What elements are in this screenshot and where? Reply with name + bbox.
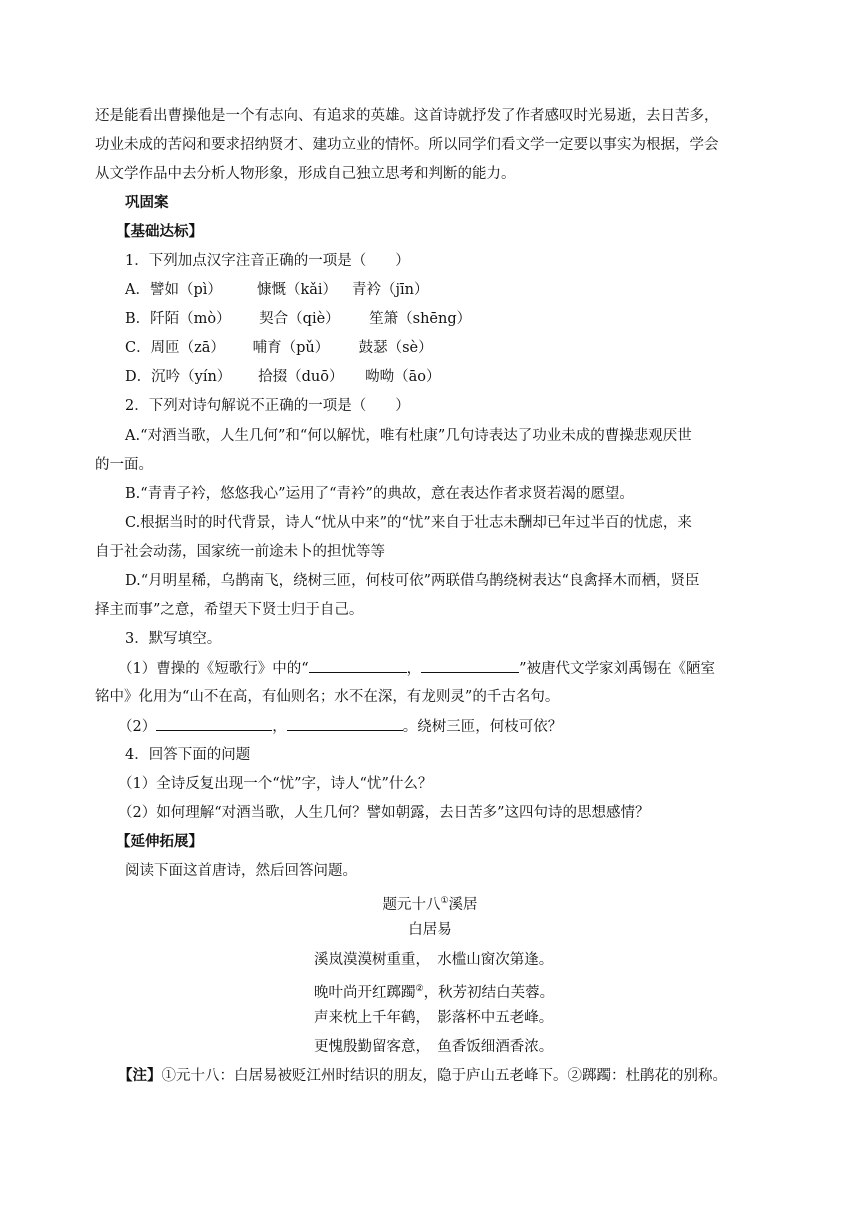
- q2-option-b: B.“青青子衿，悠悠我心”运用了“青衿”的典故，意在表达作者求贤若渴的愿望。: [125, 486, 634, 502]
- q3-part-2: [118, 716, 562, 737]
- q3-part-2-prefix: （2）: [118, 719, 157, 735]
- option-item: 慷慨（kǎi）: [256, 282, 338, 298]
- ext-intro: 阅读下面这首唐诗，然后回答问题。: [125, 863, 357, 879]
- q1-option-d: [125, 367, 441, 387]
- q2-option-a: A.“对酒当歌，人生几何”和“何以解忧，唯有杜康”几句诗表达了功业未成的曹操悲观厌世: [125, 428, 692, 444]
- poem-line-2: [314, 979, 554, 1003]
- poem-line-3: 声来枕上千年鹤， 影落杯中五老峰。: [314, 1010, 554, 1026]
- poem-author: 白居易: [408, 922, 452, 938]
- fill-blank[interactable]: [287, 716, 403, 731]
- option-item: 呦呦（āo）: [365, 369, 441, 385]
- option-item: 沉吟（yín）: [151, 369, 232, 385]
- option-item: 哺育（pǔ）: [252, 340, 330, 356]
- footnote-marker: ①: [440, 896, 449, 906]
- note-text: ①元十八：白居易被贬江州时结识的朋友，隐于庐山五老峰下。②踯躅：杜鹃花的别称。: [161, 1068, 727, 1084]
- poem-title-part: 溪居: [448, 897, 478, 913]
- intro-line-1: 还是能看出曹操他是一个有志向、有追求的英雄。这首诗就抒发了作者感叹时光易逝，去日苦多，: [95, 108, 719, 124]
- q1-option-c: [125, 338, 433, 358]
- option-label: B．: [125, 311, 151, 327]
- footnote-marker: ②: [415, 984, 424, 994]
- q3-part-2-suffix: 。绕树三匝，何枝可依？: [402, 719, 563, 735]
- q3-part-1: [118, 658, 715, 679]
- q1-option-b: [125, 309, 471, 329]
- q3-part-1-prefix: （1）曹操的《短歌行》中的“: [118, 661, 309, 677]
- option-item: 笙箫（shēng）: [369, 311, 472, 327]
- q3-part-1-suffix: ”被唐代文学家刘禹锡在《陋室: [519, 661, 716, 677]
- q2-option-a-cont: 的一面。: [95, 457, 153, 473]
- option-item: 周匝（zā）: [150, 340, 225, 356]
- q1-option-a: [125, 280, 428, 300]
- q4-sub-1: （1）全诗反复出现一个“忧”字，诗人“忧”什么？: [118, 776, 433, 792]
- option-label: A．: [125, 282, 150, 298]
- basic-heading: 【基础达标】: [116, 223, 203, 240]
- q3-part-1-cont: 铭中》化用为“山不在高，有仙则名；水不在深，有龙则灵”的千古名句。: [95, 689, 560, 705]
- q3-stem: 3．默写填空。: [125, 631, 222, 647]
- poem-title: [0, 891, 860, 915]
- option-item: 青衿（jīn）: [351, 282, 429, 298]
- q2-option-d: D.“月明星稀，乌鹊南飞，绕树三匝，何枝可依”两联借乌鹊绕树表达“良禽择木而栖，贤臣: [125, 573, 700, 589]
- option-item: 拾掇（duō）: [258, 369, 344, 385]
- poem-line-1: 溪岚漠漠树重重， 水槛山窗次第逢。: [314, 952, 554, 968]
- q3-part-2-comma: ，: [272, 719, 287, 735]
- option-item: 阡陌（mò）: [150, 311, 231, 327]
- option-item: 譬如（pì）: [149, 282, 222, 298]
- poem-line-4: 更愧殷勤留客意， 鱼香饭细酒香浓。: [314, 1039, 554, 1055]
- q2-option-c-cont: 自于社会动荡，国家统一前途未卜的担忧等等: [95, 544, 385, 560]
- section-title: 巩固案: [125, 194, 169, 211]
- option-label: D．: [125, 369, 152, 385]
- intro-line-3: 从文学作品中去分析人物形象，形成自己独立思考和判断的能力。: [95, 166, 516, 182]
- poem-title-part: 题元十八: [382, 897, 441, 913]
- intro-line-2: 功业未成的苦闷和要求招纳贤才、建功立业的情怀。所以同学们看文学一定要以事实为根据，学会: [95, 137, 719, 153]
- q2-option-d-cont: 择主而事”之意，希望天下贤士归于自己。: [95, 602, 364, 618]
- q4-stem: 4．回答下面的问题: [125, 747, 251, 763]
- option-item: 契合（qiè）: [259, 311, 340, 327]
- ext-heading: 【延伸拓展】: [116, 833, 203, 850]
- q4-sub-2: （2）如何理解“对酒当歌，人生几何？譬如朝露，去日苦多”这四句诗的思想感情？: [118, 805, 650, 821]
- q2-stem: 2．下列对诗句解说不正确的一项是（ ）: [125, 398, 410, 414]
- option-item: 鼓瑟（sè）: [358, 340, 433, 356]
- fill-blank[interactable]: [421, 658, 519, 673]
- poem-note: [118, 1066, 727, 1086]
- poem-line-part: ，秋芳初结白芙蓉。: [423, 985, 555, 1001]
- fill-blank[interactable]: [309, 658, 407, 673]
- q3-part-1-comma: ，: [406, 661, 422, 677]
- option-label: C．: [125, 340, 151, 356]
- poem-line-part: 晚叶尚开红踯躅: [314, 985, 416, 1001]
- q1-stem: 1．下列加点汉字注音正确的一项是（ ）: [125, 253, 410, 269]
- q2-option-c: C.根据当时的时代背景，诗人“忧从中来”的“忧”来自于壮志未酬却已年过半百的忧虑，来: [125, 515, 692, 531]
- note-label: 【注】: [118, 1067, 162, 1084]
- fill-blank[interactable]: [156, 716, 272, 731]
